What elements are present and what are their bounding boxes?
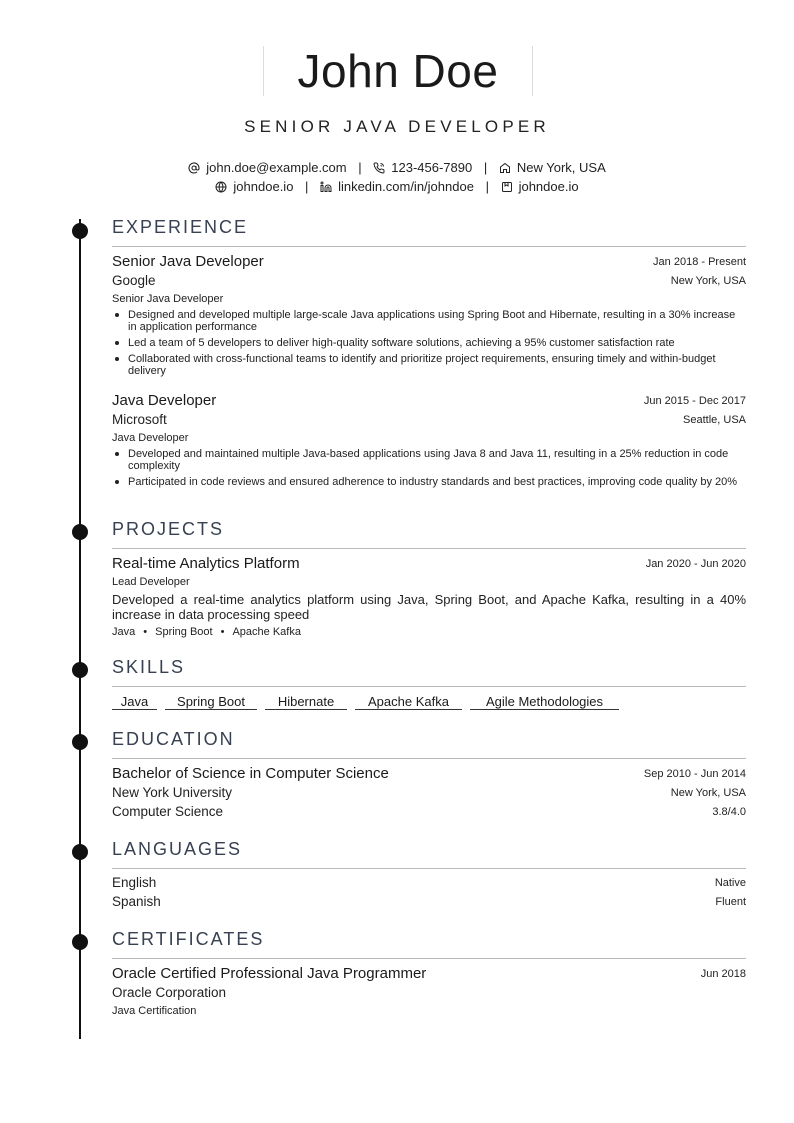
timeline-dot xyxy=(72,524,88,540)
job-title: SENIOR JAVA DEVELOPER xyxy=(244,117,550,136)
skill-tag: Apache Kafka xyxy=(355,694,462,710)
bullet-text: Led a team of 5 developers to deliver high-quality software solutions, achieving a 95% customer satisfaction rate xyxy=(128,337,675,349)
website-text: johndoe.io xyxy=(233,179,294,194)
timeline-dot xyxy=(72,734,88,750)
job-bullet xyxy=(112,337,746,349)
bullet-text: Developed and maintained multiple Java-based applications using Java 8 and Java 11, resulting in a 25% reduction in code complexity xyxy=(128,448,729,472)
timeline-dot xyxy=(72,934,88,950)
location-text: New York, USA xyxy=(516,160,606,175)
language-level: Fluent xyxy=(715,896,746,908)
certificates-heading: CERTIFICATES xyxy=(112,929,265,949)
email-item[interactable] xyxy=(188,160,350,175)
website-item[interactable] xyxy=(215,179,297,194)
language-name: English xyxy=(112,875,157,890)
bullet-text: Collaborated with cross-functional teams to identify and prioritize project requirements, ensuring timely and within-budget delivery xyxy=(128,353,716,377)
bullet-text: Designed and developed multiple large-scale Java applications using Spring Boot and Hibernate, resulting in a 30% increase in application performance xyxy=(128,309,736,333)
field-of-study: Computer Science xyxy=(112,804,224,819)
project-role: Lead Developer xyxy=(112,576,190,588)
contact-separator: | xyxy=(305,179,309,194)
certificate-date: Jun 2018 xyxy=(700,968,746,980)
project-keywords xyxy=(112,625,301,639)
section-divider xyxy=(112,758,746,759)
timeline-dot xyxy=(72,223,88,239)
projects-heading: PROJECTS xyxy=(112,519,225,539)
education-dates: Sep 2010 - Jun 2014 xyxy=(643,768,746,780)
certificate-type: Java Certification xyxy=(112,1005,197,1017)
linkedin-text: linkedin.com/in/johndoe xyxy=(338,179,474,194)
job-company: Microsoft xyxy=(112,412,167,427)
degree: Bachelor of Science in Computer Science xyxy=(112,765,389,782)
location-item xyxy=(499,160,606,175)
skills-heading: SKILLS xyxy=(112,657,186,677)
job-company: Google xyxy=(112,273,156,288)
bullet-dot xyxy=(115,452,119,456)
job-dates: Jan 2018 - Present xyxy=(653,256,746,268)
job-bullet xyxy=(112,476,746,488)
job-location: New York, USA xyxy=(670,275,746,287)
timeline-line xyxy=(79,219,81,1039)
contact-row-1 xyxy=(0,159,794,177)
job-bullet xyxy=(112,309,746,333)
linkedin-icon xyxy=(320,181,332,193)
timeline-dot xyxy=(72,844,88,860)
portfolio-text: johndoe.io xyxy=(518,179,579,194)
job-dates: Jun 2015 - Dec 2017 xyxy=(643,395,746,407)
bullet-dot xyxy=(115,313,119,317)
phone-icon xyxy=(373,162,385,174)
project-description: Developed a real-time analytics platform using Java, Spring Boot, and Apache Kafka, resulting in a 40% increase in data processing speed xyxy=(112,592,746,622)
section-divider xyxy=(112,868,746,869)
project-dates: Jan 2020 - Jun 2020 xyxy=(645,558,746,570)
keyword-separator: • xyxy=(220,626,225,638)
skill-tag: Spring Boot xyxy=(165,694,257,710)
candidate-name: John Doe xyxy=(297,45,499,97)
phone-text: 123-456-7890 xyxy=(391,160,473,175)
education-heading: EDUCATION xyxy=(112,729,235,749)
contact-row-2 xyxy=(0,178,794,196)
project-keyword: Apache Kafka xyxy=(232,626,301,638)
globe-icon xyxy=(215,181,227,193)
section-divider xyxy=(112,686,746,687)
project-keyword: Java xyxy=(112,626,136,638)
contact-separator: | xyxy=(358,160,362,175)
job-bullet xyxy=(112,353,746,377)
job-location: Seattle, USA xyxy=(683,414,746,426)
at-icon xyxy=(188,162,200,174)
experience-heading: EXPERIENCE xyxy=(112,217,249,237)
skill-tag: Hibernate xyxy=(265,694,347,710)
languages-heading: LANGUAGES xyxy=(112,839,243,859)
home-icon xyxy=(499,162,511,174)
contact-separator: | xyxy=(485,179,489,194)
portfolio-icon xyxy=(501,181,513,193)
school-location: New York, USA xyxy=(670,787,746,799)
job-bullet xyxy=(112,448,746,472)
section-divider xyxy=(112,246,746,247)
timeline-dot xyxy=(72,662,88,678)
linkedin-item[interactable] xyxy=(320,179,478,194)
email-text: john.doe@example.com xyxy=(206,160,347,175)
section-divider xyxy=(112,958,746,959)
certificate-issuer: Oracle Corporation xyxy=(112,985,227,1000)
language-level: Native xyxy=(714,877,746,889)
skill-tag: Java xyxy=(112,694,157,710)
keyword-separator: • xyxy=(143,626,148,638)
project-name: Real-time Analytics Platform xyxy=(112,555,300,572)
certificate-name: Oracle Certified Professional Java Programmer xyxy=(112,965,427,982)
job-role: Senior Java Developer xyxy=(112,293,224,305)
skill-tag: Agile Methodologies xyxy=(470,694,619,710)
job-position: Senior Java Developer xyxy=(112,253,264,270)
school: New York University xyxy=(112,785,233,800)
project-keyword: Spring Boot xyxy=(155,626,213,638)
job-role: Java Developer xyxy=(112,432,189,444)
bullet-dot xyxy=(115,341,119,345)
name-block xyxy=(263,46,533,96)
bullet-text: Participated in code reviews and ensured adherence to industry standards and best practices, improving code quality by 20% xyxy=(128,476,738,488)
bullet-dot xyxy=(115,480,119,484)
job-position: Java Developer xyxy=(112,392,217,409)
portfolio-item[interactable] xyxy=(501,179,579,194)
phone-item[interactable] xyxy=(373,160,476,175)
gpa: 3.8/4.0 xyxy=(712,806,746,818)
contact-separator: | xyxy=(483,160,488,175)
language-name: Spanish xyxy=(112,894,161,909)
bullet-dot xyxy=(115,357,119,361)
section-divider xyxy=(112,548,746,549)
